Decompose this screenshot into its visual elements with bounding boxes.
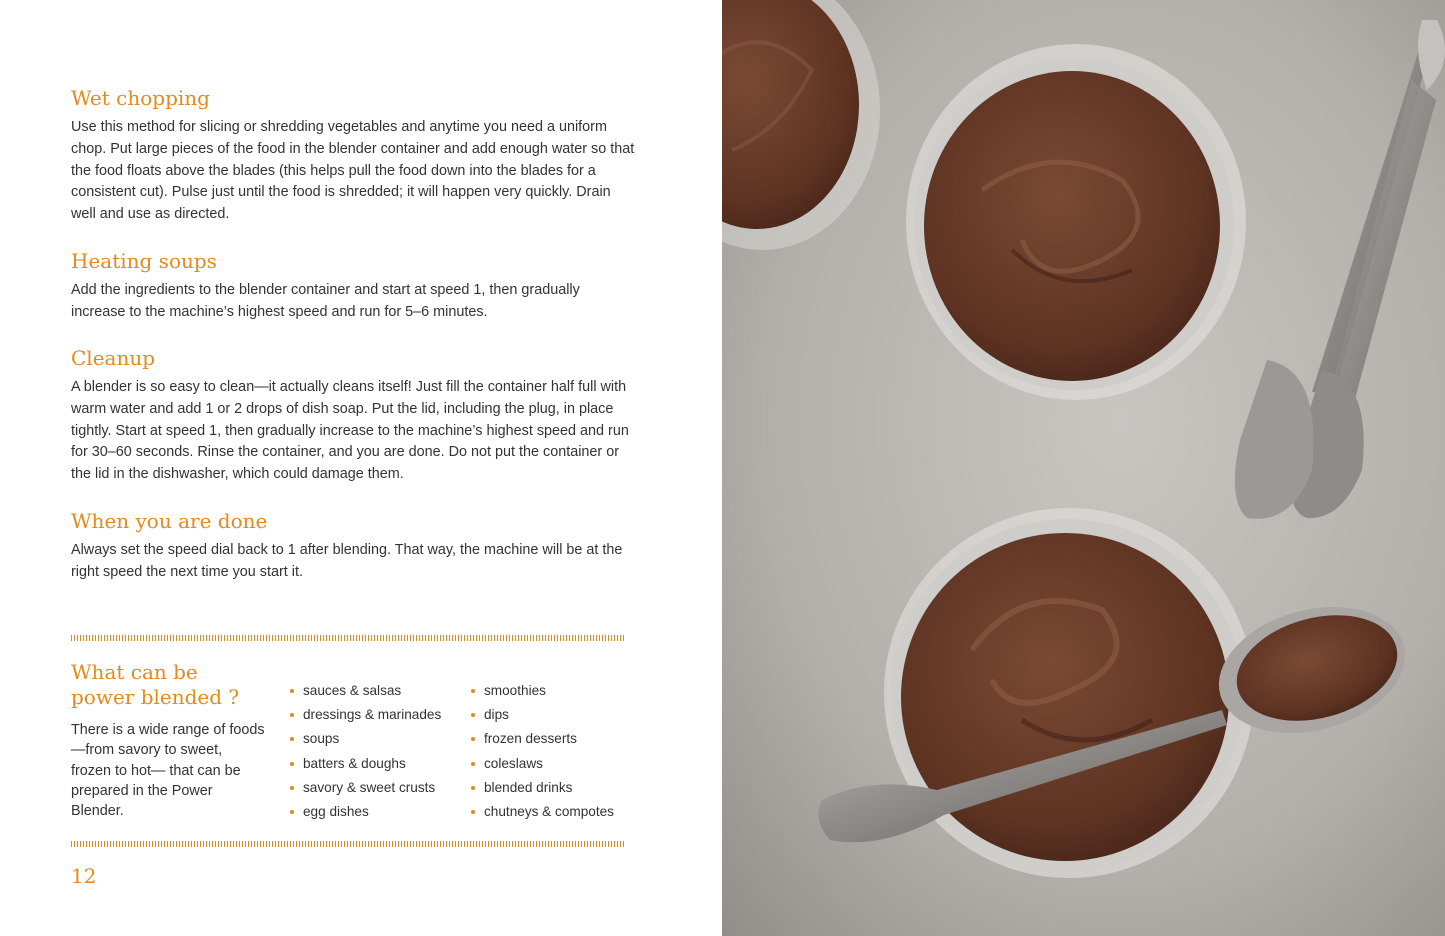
list-item xyxy=(471,703,614,727)
section-heading: Wet chopping xyxy=(71,86,210,110)
section-body: Add the ingredients to the blender container and start at speed 1, then gradually increase to the machine’s highest speed and run for 5–6 minutes. xyxy=(71,282,580,320)
dotted-divider-bottom xyxy=(71,841,626,847)
bullet-icon xyxy=(471,762,475,766)
bullet-icon xyxy=(471,689,475,693)
bullet-icon xyxy=(471,737,475,741)
section-body: Always set the speed dial back to 1 after blending. That way, the machine will be at the right speed the next time you start it. xyxy=(71,542,623,580)
bullet-icon xyxy=(290,713,294,717)
section-cleanup xyxy=(71,345,636,486)
section-wet-chopping xyxy=(71,85,636,226)
list-item-label: sauces & salsas xyxy=(303,683,402,698)
bowl-bottom xyxy=(884,508,1254,878)
list-item-label: soups xyxy=(303,731,340,747)
bullet-icon xyxy=(290,689,294,693)
callout-title xyxy=(71,660,271,710)
list-item xyxy=(471,800,614,824)
section-heading: Cleanup xyxy=(71,346,156,370)
dotted-divider-top xyxy=(71,635,626,641)
list-item xyxy=(290,776,441,800)
list-item-label: blended drinks xyxy=(484,779,573,795)
callout-title-line: power blended ? xyxy=(71,685,240,709)
bullet-icon xyxy=(290,786,294,790)
callout-title-line: What can be xyxy=(71,660,198,684)
list-item xyxy=(290,752,441,776)
bowl-top-right xyxy=(906,44,1246,400)
list-item xyxy=(290,679,441,703)
section-heading: When you are done xyxy=(71,509,268,533)
section-body: Use this method for slicing or shredding vegetables and anytime you need a uniform chop. Put large pieces of the food in the blender container and add enough water so that the food floats above the blades (this helps pull the food down into the blades for a consistent cut). Pulse just until the food is shredded; it will happen very quickly. Drain well and use as directed. xyxy=(71,119,635,223)
bullet-icon xyxy=(471,713,475,717)
list-item xyxy=(471,776,614,800)
section-body: A blender is so easy to clean—it actually cleans itself! Just fill the container half full with warm water and add 1 or 2 drops of dish soap. Put the lid, including the plug, in place tightly. Start at speed 1, then gradually increase to the machine’s highest speed and run for 30–60 seconds. Rinse the container, and you are done. Do not put the container or the lid in the dishwasher, which could damage them. xyxy=(71,379,629,483)
food-list-column-2 xyxy=(471,679,614,824)
bullet-icon xyxy=(471,810,475,814)
food-list-column-1 xyxy=(290,679,441,824)
right-page xyxy=(722,0,1445,936)
list-item-label: coleslaws xyxy=(484,755,543,771)
chocolate-pudding-photo xyxy=(722,0,1445,936)
callout-text: There is a wide range of foods—from savory to sweet, frozen to hot— that can be prepared in the Power Blender. xyxy=(71,722,265,820)
list-item-label: dips xyxy=(484,707,509,723)
list-item-label: smoothies xyxy=(484,683,546,698)
list-item xyxy=(290,727,441,751)
list-item xyxy=(471,727,614,751)
section-heating-soups xyxy=(71,248,636,324)
page-number: 12 xyxy=(71,864,97,888)
list-item xyxy=(471,679,614,703)
section-heading: Heating soups xyxy=(71,249,217,273)
bullet-icon xyxy=(471,786,475,790)
section-when-done xyxy=(71,508,636,584)
bullet-icon xyxy=(290,810,294,814)
list-item-label: batters & doughs xyxy=(303,755,406,771)
list-item xyxy=(290,800,441,824)
list-item-label: chutneys & compotes xyxy=(484,804,614,820)
list-item-label: egg dishes xyxy=(303,804,369,820)
list-item-label: savory & sweet crusts xyxy=(303,779,436,795)
list-item xyxy=(471,752,614,776)
left-page xyxy=(0,0,722,936)
bullet-icon xyxy=(290,762,294,766)
list-item-label: dressings & marinades xyxy=(303,707,442,723)
list-item xyxy=(290,703,441,727)
bullet-icon xyxy=(290,737,294,741)
list-item-label: frozen desserts xyxy=(484,731,577,747)
